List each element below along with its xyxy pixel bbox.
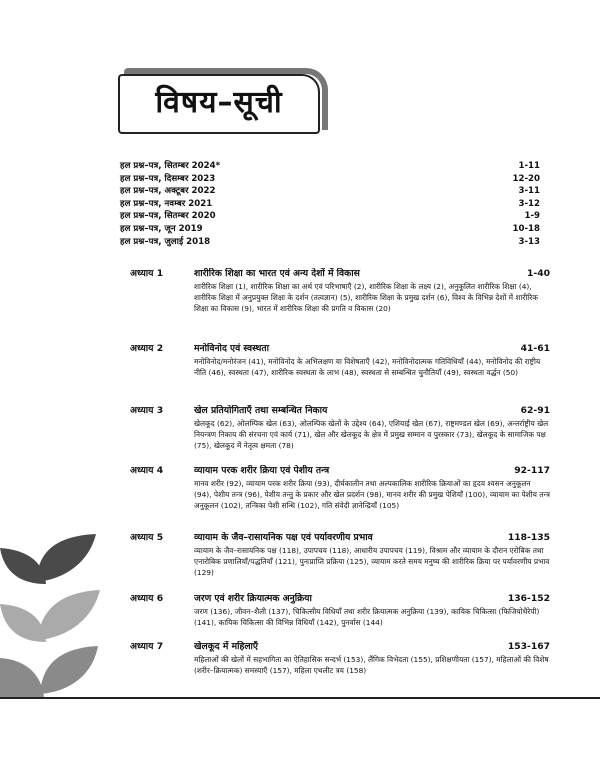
chapter-2[interactable] [130,343,550,399]
footer-divider [0,697,600,699]
chapter-topics: व्यायाम के जैव–रासायनिक पक्ष (118), उपापचय (118), आधारीय उपापचय (119), विश्राम और व्यायाम के दौरान एरोबिक तथा एनारोबिक प्रणालियाँ/पद्धतियाँ (121), पुनःप्राप्ति प्रक्रिया (125), व्यायाम करते समय मनुष्य की शारीरिक क्रिया पर पर्यावरणीय प्रभाव (129) [194,546,550,577]
leaf-shape [36,534,96,582]
chapter-1[interactable] [130,268,550,334]
solved-paper-label: हल प्रश्न–पत्र, सितम्बर 2024* [120,161,221,171]
chapter-title: खेल प्रतियोगिताएँ तथा सम्बन्धित निकाय [194,405,328,416]
chapter-number: अध्याय 1 [130,268,164,279]
chapter-topics: महिलाओं की खेलों में सहभागिता का ऐतिहासिक सन्दर्भ (153), लैंगिक विभेदता (155), प्रशिक्षणीयता (157), महिलाओं की विशेष (शरीर–क्रियात्मक) समस्याएँ (157), महिला एथलीट त्रय (158) [194,655,549,675]
solved-paper-row[interactable] [120,173,540,186]
solved-paper-pages: 3-11 [518,186,540,197]
solved-paper-pages: 3-13 [518,236,540,247]
chapter-pages: 1-40 [527,268,550,279]
chapter-pages: 92-117 [514,465,550,476]
chapter-number: अध्याय 5 [130,532,164,543]
chapter-4[interactable] [130,465,550,533]
chapter-number: अध्याय 7 [130,641,164,652]
chapter-topics: मानव शरीर (92), व्यायाम परक शरीर क्रिया (93), दीर्घकालीन तथा अल्पकालिक शारीरिक क्रियाओं का हृदय श्वसन अनुकूलन (94), पेशीय तन्त्र (96), पेशीय तन्तु के प्रकार और खेल प्रदर्शन (98), मानव शरीर की प्रमुख पेशियाँ (100), व्यायाम का पेशीय तन्त्र अनुकूलन (102), तन्त्रिका पेशी सन्धि (102), गति संवेदी ज्ञानेन्द्रियाँ (105) [194,479,550,510]
solved-paper-row[interactable] [120,160,540,173]
solved-paper-row[interactable] [120,236,540,249]
solved-paper-pages: 1-9 [524,211,540,222]
chapter-number: अध्याय 3 [130,405,164,416]
chapter-3[interactable] [130,405,550,461]
solved-paper-row[interactable] [120,198,540,211]
chapter-pages: 41-61 [520,343,550,354]
solved-paper-row[interactable] [120,185,540,198]
solved-paper-label: हल प्रश्न–पत्र, जून 2019 [120,223,203,234]
leaf-decoration [0,530,112,700]
chapter-7[interactable] [130,641,550,687]
chapter-title: व्यायाम परक शरीर क्रिया एवं पेशीय तन्त्र [194,465,330,476]
chapter-title: जरण एवं शरीर क्रियात्मक अनुक्रिया [194,593,312,604]
leaf-shape [0,604,46,642]
chapter-topics: शारीरिक शिक्षा (1), शारीरिक शिक्षा का अर्थ एवं परिभाषाएँ (2), शारीरिक शिक्षा के लक्ष्य (2), अनुकूलित शारीरिक शिक्षा (4), शारीरिक शिक्षा में अनुप्रयुक्त शिक्षा के दर्शन (तत्वज्ञान) (5), शारीरिक शिक्षा के प्रमुख दर्शन (6), विश्व के विभिन्न देशों में शारीरिक शिक्षा का विकास (9), भारत में शारीरिक शिक्षा की प्रगति व विकास (20) [194,282,538,313]
page-title: विषय–सूची [155,85,283,120]
chapter-title: शारीरिक शिक्षा का भारत एवं अन्य देशों में विकास [194,268,360,279]
leaf-shape [40,646,98,694]
leaf-shape [38,590,100,640]
solved-paper-row[interactable] [120,223,540,236]
chapter-number: अध्याय 6 [130,593,164,604]
solved-paper-pages: 10-18 [512,223,540,234]
solved-paper-pages: 12-20 [512,173,540,184]
solved-paper-label: हल प्रश्न–पत्र, अक्टूबर 2022 [120,186,216,197]
solved-paper-row[interactable] [120,210,540,223]
chapter-pages: 118-135 [507,532,550,543]
solved-paper-pages: 1-11 [518,161,540,171]
chapter-5[interactable] [130,532,550,588]
solved-paper-label: हल प्रश्न–पत्र, सितम्बर 2020 [120,211,216,222]
solved-paper-pages: 3-12 [518,198,540,209]
chapter-title: व्यायाम के जैव–रासायनिक पक्ष एवं पर्यावरणीय प्रभाव [194,532,373,543]
chapter-topics: जरण (136), जीवन–शैली (137), चिकित्सीय विधियाँ तथा शरीर क्रियात्मक अनुक्रिया (139), कायिक चिकित्सा (फिजियोथैरेपी) (141), कायिक चिकित्सा की विभिन्न विधियाँ (142), पुनर्वास (144) [194,607,540,627]
chapter-pages: 136-152 [507,593,550,604]
solved-paper-label: हल प्रश्न–पत्र, जुलाई 2018 [120,236,211,247]
chapter-topics: खेलकूद (62), ओलम्पिक खेल (63), ओलम्पिक खेलों के उद्देश्य (64), एशियाई खेल (67), राष्ट्रमण्डल खेल (69), अन्तर्राष्ट्रीय खेल नियन्त्रण निकाय की संरचना एवं कार्य (71), खेल और खेलकूद के क्षेत्र में प्रमुख सम्मान व पुरस्कार (73), खेलकूद के सामाजिक पक्ष (75), खेलकूद में नेतृत्व क्षमता (78) [194,419,549,450]
chapter-pages: 153-167 [507,641,550,652]
leaf-shape [0,658,44,698]
chapter-6[interactable] [130,593,550,639]
solved-paper-label: हल प्रश्न–पत्र, नवम्बर 2021 [120,198,213,209]
chapter-title: खेलकूद में महिलाएँ [194,641,259,652]
solved-papers-list [120,160,540,248]
chapter-title: मनोविनोद एवं स्वस्थता [194,343,269,354]
solved-paper-label: हल प्रश्न–पत्र, दिसम्बर 2023 [120,173,216,184]
leaf-shape [0,548,46,584]
chapter-number: अध्याय 4 [130,465,164,476]
chapter-pages: 62-91 [520,405,550,416]
chapter-topics: मनोविनोद/मनोरंजन (41), मनोविनोद के अभिलक्षण या विशेषताएँ (42), मनोविनोदात्मक गतिविधियाँ (44), मनोविनोद की राष्ट्रीय नीति (46), स्वस्थता (47), शारीरिक स्वस्थता के लाभ (48), स्वस्थता से सम्बन्धित चुनौतियाँ (49), स्वस्थता वर्द्धन (50) [194,357,541,377]
chapter-number: अध्याय 2 [130,343,164,354]
